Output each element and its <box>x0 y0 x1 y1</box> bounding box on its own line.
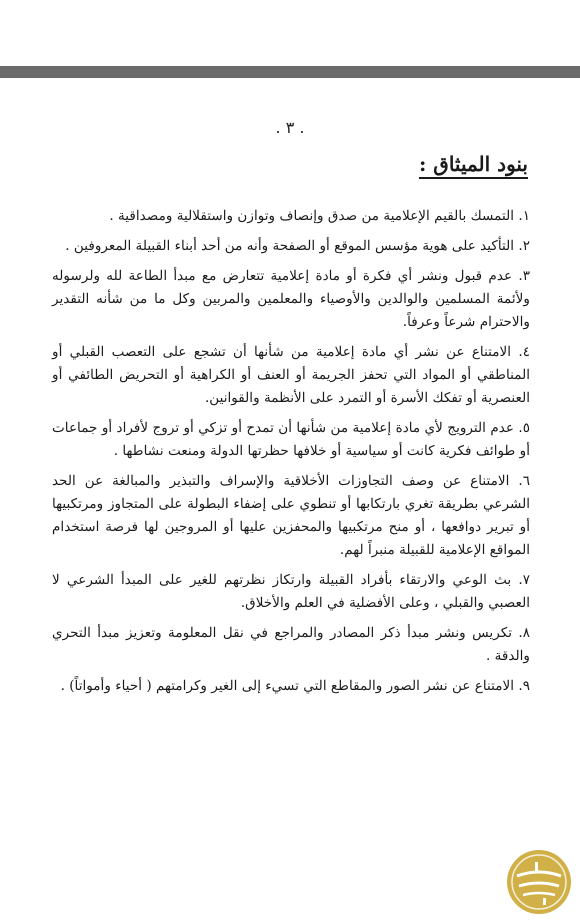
clause-1: ١. التمسك بالقيم الإعلامية من صدق وإنصاف وتوازن واستقلالية ومصداقية . <box>109 208 530 224</box>
clause-5: ٥. عدم الترويج لأي مادة إعلامية من شأنها أن تمدح أو تزكي أو تروج لأفراد أو جماعات أو طوائف فكرية كانت أو سياسية أو خلافها حظرتها الدولة ومنعت نشاطها . <box>52 420 530 459</box>
top-rule <box>0 66 580 78</box>
page-number: . ٣ . <box>275 118 305 137</box>
clause-7: ٧. بث الوعي والارتقاء بأفراد القبيلة وارتكاز نظرتهم للغير على المبدأ الشرعي لا العصبي والقبلي ، وعلى الأفضلية في العلم والأخلاق. <box>52 572 530 611</box>
page-title: بنود الميثاق : <box>418 152 528 176</box>
clause-3: ٣. عدم قبول ونشر أي فكرة أو مادة إعلامية تتعارض مع مبدأ الطاعة لله ولرسوله ولأئمة المسلمين والوالدين والأوصياء والمعلمين والمربين وكل ما من شأنه التقدير والاحترام شرعاً وعرفاً. <box>52 268 530 330</box>
clause-8: ٨. تكريس ونشر مبدأ ذكر المصادر والمراجع في نقل المعلومة وتعزيز مبدأ التحري والدقة . <box>52 625 530 664</box>
clause-4: ٤. الامتناع عن نشر أي مادة إعلامية من شأنها أن تشجع على التعصب القبلي أو المناطقي أو المواد التي تحفز الجريمة أو العنف أو الكراهية أو التحريض الطائفي أو العنصرية أو تفكك الأسرة أو التمرد على الأنظمة والقوانين. <box>52 344 530 406</box>
clause-2: ٢. التأكيد على هوية مؤسس الموقع أو الصفحة وأنه من أحد أبناء القبيلة المعروفين . <box>65 238 530 254</box>
newspaper-logo-icon <box>505 848 573 916</box>
clause-9: ٩. الامتناع عن نشر الصور والمقاطع التي تسيء إلى الغير وكرامتهم ( أحياء وأمواتاً) . <box>60 678 530 694</box>
clause-6: ٦. الامتناع عن وصف التجاوزات الأخلاقية والإسراف والتبذير والمبالغة عن الحد الشرعي بطريقة تغري بارتكابها أو تنطوي على إضفاء البطولة على المتجاوز ومرتكبيها أو تبرير دوافعها ، أو منح مرتكبيها والمحفزين عليها أو المروجين لها فرصة استخدام المواقع الإعلامية للقبيلة منبراً لهم. <box>52 473 530 558</box>
clauses-list <box>52 205 530 705</box>
